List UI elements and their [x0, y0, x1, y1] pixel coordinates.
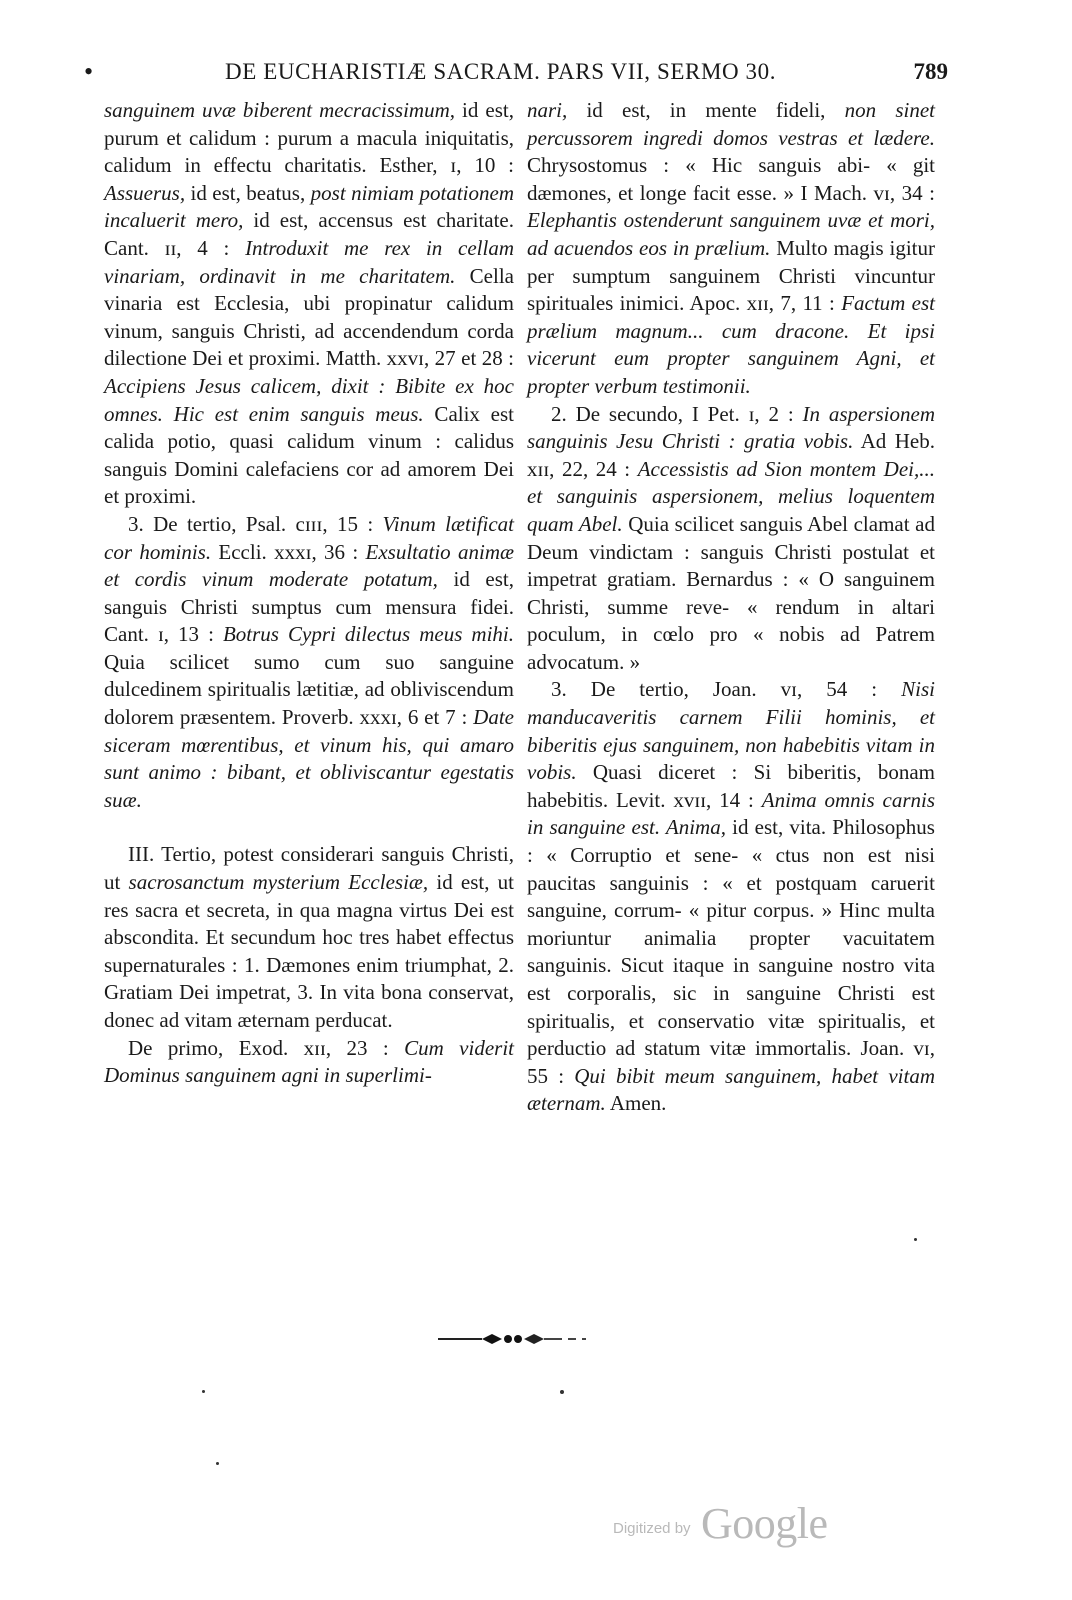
italic-run: Elephantis ostenderunt sanguinem uvæ et mori, ad acuendos eos in prælium. [527, 208, 935, 260]
italic-run: Vinum lætificat cor hominis. [104, 511, 514, 564]
paragraph [104, 511, 514, 815]
text-run: id est, vita. Philosophus : « Corruptio et sene- « ctus non est nisi paucitas sanguinis : « et postquam caruerit sanguine, corrum- « pitur corpus. » Hinc multa moriuntur animalia propter vacuitatem sanguinis. Sicut itaque in sanguine nostro vita est corporalis, sic in sanguine Christi est spiritualis, et conservatio vitæ spiritualis, et perductio ad statum vitæ immortalis. Joan. vɪ, 55 : [527, 815, 935, 1088]
text-run: Quasi diceret : Si biberitis, bonam habebitis. Levit. xvɪɪ, 14 : [527, 760, 935, 812]
end-ornament [438, 1330, 588, 1348]
text-run: id est, ut res sacra et secreta, in qua magna virtus Dei est abscondita. Et secundum hoc tres habet effectus supernaturales : 1. Dæmones enim triumphat, 2. Gratiam Dei impetrat, 3. In vita bona conservat, donec ad vitam æternam perducat. [104, 870, 514, 1032]
italic-run: Accipiens Jesus calicem, dixit : Bibite ex hoc omnes. Hic est enim sanguis meus. [104, 373, 514, 426]
right-column [527, 97, 935, 1118]
text-run: id est, sanguis Christi sumptus cum mensura fidei. Cant. ɪ, 13 : [104, 567, 514, 647]
italic-run: Botrus Cypri dilectus meus mihi. [222, 622, 514, 647]
text-run: id est, in mente fideli, [567, 98, 845, 122]
header-bullet: • [84, 57, 94, 86]
italic-run: In aspersionem sanguinis Jesu Christi : gratia vobis. [527, 401, 936, 454]
italic-run: nari, [527, 98, 568, 122]
italic-run: Introduxit me rex in cellam vinariam, ordinavit in me charitatem. [104, 235, 514, 288]
running-header [70, 52, 970, 92]
print-speck [560, 1390, 564, 1394]
italic-run: Assuerus, [104, 180, 186, 205]
google-logo: Google [701, 1499, 828, 1548]
running-title: DE EUCHARISTIÆ SACRAM. PARS VII, SERMO 30. [225, 59, 777, 84]
text-run: Amen. [605, 1091, 667, 1116]
italic-run: post nimiam potationem incaluerit mero, [104, 180, 515, 233]
italic-run: Qui bibit meum sanguinem, habet vitam æternam. [527, 1063, 935, 1116]
italic-run: Exsultatio animæ et cordis vinum moderate potatum, [104, 539, 515, 592]
text-run: Multo magis igitur per sumptum sanguinem Christi vincuntur spirituales inimici. Apoc. xɪɪ, 7, 11 : [527, 235, 936, 316]
text-run: Eccli. xxxɪ, 36 : [211, 539, 366, 564]
text-run: Quia scilicet sanguis Abel clamat ad Deum vindictam : sanguis Christi postulat et impetrat gratiam. Bernardus : « O sanguinem Christi, summe reve- « rendum in altari poculum, in cœlo pro « nobis ad Patrem advocatum. » [527, 511, 935, 674]
text-run: 3. De tertio, Joan. vɪ, 54 : [551, 677, 902, 702]
paragraph [104, 841, 514, 1034]
print-speck [914, 1238, 917, 1241]
italic-run: sanguinem uvæ biberent mecracissimum, [104, 98, 456, 122]
italic-run: Factum est prælium magnum... cum dracone. Et ipsi vicerunt eum propter sanguinem Agni, et propter verbum testimonii. [527, 291, 935, 398]
text-run: Chrysostomus : « Hic sanguis abi- « git dæmones, et longe facit esse. » I Mach. vɪ, 34 : [527, 153, 935, 205]
page-number: 789 [913, 59, 948, 84]
paragraph [527, 676, 935, 1118]
text-run: De primo, Exod. xɪɪ, 23 : [128, 1035, 405, 1060]
text-run: III. Tertio, potest considerari sanguis Christi, ut [104, 842, 514, 895]
text-run: 3. De tertio, Psal. cɪɪɪ, 15 : [128, 511, 383, 536]
paragraph [104, 1035, 514, 1090]
digitized-watermark [613, 1498, 843, 1558]
text-run: 2. De secundo, I Pet. ɪ, 2 : [551, 401, 803, 426]
italic-run: Anima omnis carnis in sanguine est. Anima, [527, 787, 936, 840]
digitized-by-label: Digitized by [613, 1520, 691, 1537]
italic-run: Date siceram mœrentibus, et vinum his, qui amaro sunt animo : bibant, et obliviscantur egestatis suæ. [104, 705, 514, 812]
paragraph [527, 97, 935, 401]
left-column [104, 97, 514, 1090]
text-run: id est, purum et calidum : purum a macula iniquitatis, calidum in effectu charitatis. Esther, ɪ, 10 : [104, 98, 514, 178]
paragraph [527, 401, 935, 677]
italic-run: non sinet percussorem ingredi domos vestras et lædere. [527, 98, 935, 150]
text-run: Calix est calida potio, quasi calidum vinum : calidus sanguis Domini calefaciens cor ad amorem Dei et proximi. [104, 401, 514, 509]
text-run: Quia scilicet sumo cum suo sanguine dulcedinem spiritualis lætitiæ, ad obliviscendum dolorem præsentem. Proverb. xxxɪ, 6 et 7 : [104, 649, 514, 730]
text-run: Ad Heb. xɪɪ, 22, 24 : [527, 429, 935, 481]
print-speck [202, 1390, 205, 1393]
italic-run: Cum viderit Dominus sanguinem agni in superlimi- [104, 1035, 514, 1088]
italic-run: Nisi manducaveritis carnem Filii hominis, et biberitis ejus sanguinem, non habebitis vitam in vobis. [527, 677, 935, 785]
italic-run: sacrosanctum mysterium Ecclesiæ, [128, 870, 429, 895]
italic-run: Accessistis ad Sion montem Dei,... et sanguinis aspersionem, melius loquentem quam Abel. [527, 456, 935, 536]
text-run: id est, beatus, [185, 180, 311, 205]
paragraph [104, 97, 514, 511]
print-speck [216, 1462, 219, 1465]
text-run: id est, accensus est charitate. Cant. ɪɪ, 4 : [104, 208, 515, 260]
text-run: Cella vinaria est Ecclesia, ubi propinatur calidum vinum, sanguis Christi, ad accendendum corda dilectione Dei et proximi. Matth. xxvɪ, 27 et 28 : [104, 263, 514, 371]
